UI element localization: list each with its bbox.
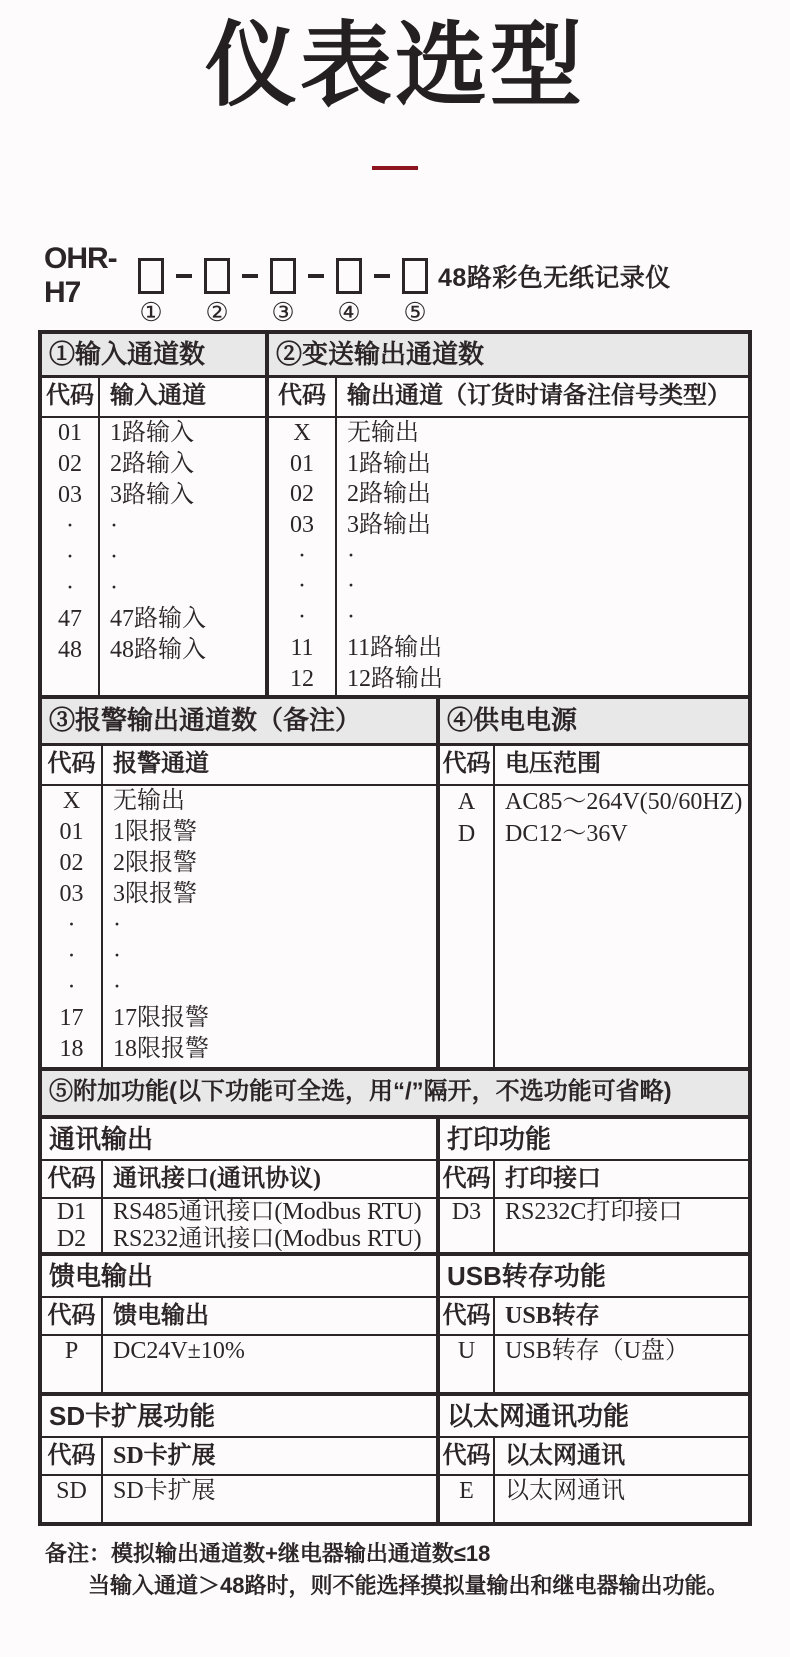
value-column [337, 418, 748, 695]
code-column [440, 786, 495, 1067]
column-header-value: 输出通道（订货时请备注信号类型） [347, 383, 731, 409]
section-title: ③报警输出通道数（备注） [42, 699, 436, 746]
column-header-code: 代码 [42, 1438, 103, 1474]
table-body [42, 418, 265, 695]
code-cell: 03 [290, 512, 314, 539]
column-header-value: 报警通道 [113, 751, 209, 777]
band-input-transmit [42, 334, 748, 699]
value-cell: 17限报警 [113, 1005, 209, 1031]
table-body [440, 1476, 748, 1522]
section-title: SD卡扩展功能 [42, 1396, 436, 1438]
value-column [495, 1199, 748, 1252]
code-cell: A [457, 789, 476, 815]
model-slot-3 [270, 258, 336, 294]
dash-separator-icon [308, 274, 324, 278]
table-body [42, 1199, 436, 1252]
model-slot-4 [336, 258, 402, 294]
value-column [495, 786, 748, 1067]
section-sd-card [42, 1396, 440, 1522]
value-cell: · [110, 544, 118, 570]
code-cell: 02 [59, 850, 84, 876]
code-cell: · [67, 912, 76, 938]
band-feed-usb [42, 1256, 748, 1396]
value-column [100, 418, 265, 695]
section-input-channels [42, 334, 269, 695]
table-body [440, 1336, 748, 1392]
column-header-row [42, 1298, 436, 1336]
value-column [103, 1476, 436, 1522]
position-label-1: ① [139, 298, 163, 327]
code-cell: 02 [290, 481, 314, 508]
code-cell: 17 [59, 1005, 84, 1031]
code-cell: 12 [290, 665, 314, 692]
value-cell: AC85～264V(50/60HZ) [505, 789, 743, 815]
code-cell: 48 [58, 637, 82, 663]
value-cell: 2路输出 [347, 481, 431, 508]
selection-table [38, 330, 752, 1526]
value-cell: 3限报警 [113, 881, 197, 907]
column-header-code: 代码 [440, 1161, 495, 1197]
value-cell: · [347, 604, 355, 631]
column-header-code: 代码 [42, 378, 100, 416]
position-label-3: ③ [271, 298, 295, 327]
code-column [42, 418, 100, 695]
value-cell: 以太网通讯 [505, 1478, 625, 1504]
value-cell: 3路输出 [347, 512, 431, 539]
section-title: USB转存功能 [440, 1256, 748, 1298]
column-header-row [440, 746, 748, 786]
code-column [42, 1199, 103, 1252]
code-cell: 47 [58, 606, 82, 632]
value-cell: 11路输出 [347, 634, 443, 661]
model-box-3 [270, 258, 296, 294]
code-column [269, 418, 337, 695]
code-column [440, 1199, 495, 1252]
section-feed-output [42, 1256, 440, 1392]
column-header-code: 代码 [42, 746, 103, 784]
code-cell: · [298, 604, 306, 631]
code-cell: X [62, 788, 81, 814]
code-cell: · [67, 943, 76, 969]
column-header-row [42, 746, 436, 786]
code-cell: 02 [58, 451, 82, 477]
value-cell: RS232C打印接口 [505, 1199, 683, 1225]
column-header-row [440, 1161, 748, 1199]
value-cell: · [347, 573, 355, 600]
code-cell: 01 [290, 450, 314, 477]
code-cell: P [64, 1338, 79, 1364]
value-column [103, 1199, 436, 1252]
value-cell: · [110, 513, 118, 539]
column-header-value: 输入通道 [110, 383, 206, 409]
code-cell: · [66, 513, 74, 539]
position-label-4: ④ [337, 298, 361, 327]
value-cell: 47路输入 [110, 606, 206, 632]
code-cell: D1 [56, 1199, 87, 1225]
section-power-supply [440, 699, 748, 1067]
value-column [495, 1336, 748, 1392]
model-box-5 [402, 258, 428, 294]
code-cell: · [298, 573, 306, 600]
column-header-row [42, 378, 265, 418]
model-box-2 [204, 258, 230, 294]
model-slot-5 [402, 258, 428, 294]
column-header-code: 代码 [440, 746, 495, 784]
column-header-value: 通讯接口(通讯协议) [113, 1166, 321, 1192]
value-cell: 1限报警 [113, 819, 197, 845]
table-body [440, 1199, 748, 1252]
section-title: 打印功能 [440, 1119, 748, 1161]
value-cell: 无输出 [113, 788, 185, 814]
code-cell: · [66, 575, 74, 601]
section-title: 馈电输出 [42, 1256, 436, 1298]
model-suffix: 48路彩色无纸记录仪 [438, 264, 671, 292]
note-line: 当输入通道＞48路时，则不能选择摸拟量输出和继电器输出功能。 [88, 1573, 729, 1598]
value-column [103, 786, 436, 1067]
model-slot-1 [138, 258, 204, 294]
position-label-2: ② [205, 298, 229, 327]
column-header-code: 代码 [42, 1298, 103, 1334]
value-column [103, 1336, 436, 1392]
value-cell: DC24V±10% [113, 1338, 245, 1364]
table-body [42, 1336, 436, 1392]
dash-separator-icon [242, 274, 258, 278]
value-cell: 48路输入 [110, 637, 206, 663]
band-sd-ethernet [42, 1396, 748, 1522]
column-header-code: 代码 [440, 1298, 495, 1334]
code-cell: · [298, 542, 306, 569]
value-cell: 3路输入 [110, 482, 194, 508]
value-column [495, 1476, 748, 1522]
dash-separator-icon [176, 274, 192, 278]
column-header-code: 代码 [42, 1161, 103, 1197]
column-header-code: 代码 [269, 378, 337, 416]
value-cell: 1路输入 [110, 420, 194, 446]
table-body [42, 786, 436, 1067]
section-title: ④供电电源 [440, 699, 748, 746]
column-header-value: SD卡扩展 [113, 1443, 216, 1469]
value-cell: · [113, 974, 121, 1000]
value-cell: RS485通讯接口(Modbus RTU) [113, 1199, 422, 1225]
band-comm-print [42, 1119, 748, 1256]
note-line: 备注：模拟输出通道数+继电器输出通道数≤18 [45, 1541, 491, 1566]
value-cell: DC12～36V [505, 821, 628, 847]
column-header-row [440, 1438, 748, 1476]
section-alarm-output [42, 699, 440, 1067]
section-usb-transfer [440, 1256, 748, 1392]
section-ethernet [440, 1396, 748, 1522]
code-cell: · [66, 544, 74, 570]
table-body [269, 418, 748, 695]
code-cell: 11 [290, 634, 314, 661]
code-cell: U [457, 1338, 476, 1364]
column-header-value: 电压范围 [505, 751, 601, 777]
section-title: ①输入通道数 [42, 334, 265, 378]
section-title: 通讯输出 [42, 1119, 436, 1161]
column-header-value: 馈电输出 [113, 1303, 209, 1329]
table-body [440, 786, 748, 1067]
code-cell: 03 [58, 482, 82, 508]
value-cell: 2路输入 [110, 451, 194, 477]
column-header-row [42, 1438, 436, 1476]
code-cell: X [293, 420, 311, 446]
section-print-function [440, 1119, 748, 1252]
code-cell: 01 [59, 819, 84, 845]
model-box-4 [336, 258, 362, 294]
code-column [42, 1336, 103, 1392]
code-column [42, 786, 103, 1067]
value-cell: 2限报警 [113, 850, 197, 876]
section-transmit-output [269, 334, 748, 695]
section-title: 以太网通讯功能 [440, 1396, 748, 1438]
model-box-1 [138, 258, 164, 294]
band-alarm-power [42, 699, 748, 1071]
value-cell: · [347, 542, 355, 569]
position-label-5: ⑤ [403, 298, 427, 327]
model-position-labels [44, 298, 790, 328]
model-code-line [44, 242, 790, 309]
value-cell: 1路输出 [347, 450, 431, 477]
model-slot-2 [204, 258, 270, 294]
footer-notes [45, 1538, 790, 1602]
section-additional-functions-header: ⑤附加功能(以下功能可全选，用“/”隔开，不选功能可省略) [42, 1071, 748, 1119]
code-column [440, 1336, 495, 1392]
column-header-row [42, 1161, 436, 1199]
column-header-value: USB转存 [505, 1303, 600, 1329]
accent-dash [372, 166, 418, 170]
code-cell: 18 [59, 1036, 84, 1062]
value-cell: · [110, 575, 118, 601]
code-cell: · [67, 974, 76, 1000]
value-cell: 无输出 [347, 420, 419, 446]
value-cell: 18限报警 [113, 1036, 209, 1062]
section-title: ②变送输出通道数 [269, 334, 748, 378]
code-column [440, 1476, 495, 1522]
value-cell: RS232通讯接口(Modbus RTU) [113, 1225, 422, 1252]
section-comm-output [42, 1119, 440, 1252]
dash-separator-icon [374, 274, 390, 278]
value-cell: · [113, 912, 121, 938]
column-header-code: 代码 [440, 1438, 495, 1474]
value-cell: USB转存（U盘） [505, 1338, 690, 1364]
code-cell: 01 [58, 420, 82, 446]
page [0, 15, 790, 1602]
code-cell: D [457, 821, 476, 847]
column-header-row [440, 1298, 748, 1336]
value-cell: 12路输出 [347, 665, 443, 692]
table-body [42, 1476, 436, 1522]
column-header-value: 以太网通讯 [505, 1443, 625, 1469]
model-prefix: OHR-H7 [44, 242, 117, 309]
code-cell: E [459, 1478, 474, 1504]
column-header-row [269, 378, 748, 418]
code-cell: D2 [56, 1225, 87, 1252]
code-column [42, 1476, 103, 1522]
column-header-value: 打印接口 [505, 1166, 601, 1192]
code-cell: 03 [59, 881, 84, 907]
code-cell: D3 [451, 1199, 482, 1225]
code-cell: SD [56, 1478, 87, 1504]
page-title: 仪表选型 [204, 15, 585, 117]
value-cell: SD卡扩展 [113, 1478, 216, 1504]
value-cell: · [113, 943, 121, 969]
